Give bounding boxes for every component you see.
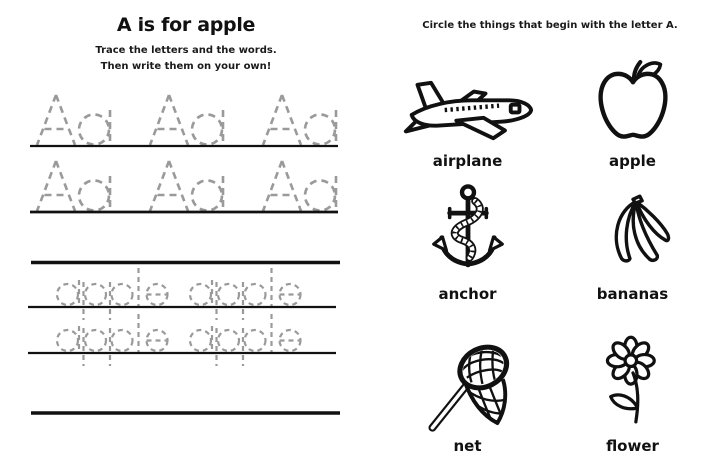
item-airplane[interactable]	[385, 58, 550, 170]
item-label-airplane: airplane	[432, 152, 503, 170]
trace-row-letters[interactable]	[37, 95, 336, 145]
instructions-line-1: Trace the letters and the words.	[95, 45, 277, 56]
item-label-bananas: bananas	[596, 285, 669, 303]
item-label-flower: flower	[606, 437, 659, 455]
item-net[interactable]	[385, 303, 550, 455]
item-apple[interactable]	[550, 58, 715, 170]
circle-activity-panel	[380, 0, 720, 460]
trace-row-words[interactable]	[57, 268, 301, 320]
flower-icon	[597, 330, 669, 436]
anchor-icon	[428, 182, 508, 284]
trace-row-letters[interactable]	[37, 161, 336, 211]
bananas-icon	[595, 186, 671, 284]
item-grid	[385, 58, 715, 455]
item-label-anchor: anchor	[438, 285, 497, 303]
item-label-net: net	[453, 437, 482, 455]
item-bananas[interactable]	[550, 170, 715, 303]
item-anchor[interactable]	[385, 170, 550, 303]
airplane-icon	[400, 73, 536, 151]
page-title: A is for apple	[116, 14, 256, 36]
instructions-line-2: Then write them on your own!	[100, 61, 272, 72]
circle-instruction: Circle the things that begin with the letter A.	[422, 20, 678, 31]
net-icon	[423, 335, 513, 436]
trace-row-words[interactable]	[57, 314, 301, 366]
item-label-apple: apple	[609, 152, 656, 170]
item-flower[interactable]	[550, 303, 715, 455]
apple-icon	[590, 58, 676, 151]
